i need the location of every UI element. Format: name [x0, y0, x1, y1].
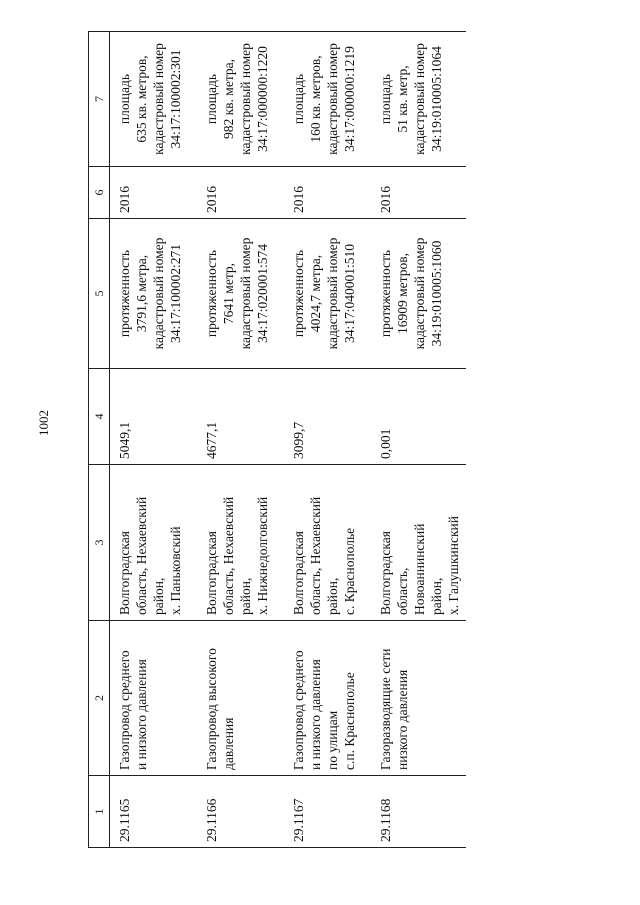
object-name-line: низкого давления — [394, 669, 410, 770]
object-area — [197, 32, 284, 167]
object-length-line: 34:17:040001:510 — [341, 244, 357, 344]
object-address — [197, 465, 284, 621]
object-length-line: кадастровый номер — [411, 237, 427, 350]
table-row — [110, 32, 197, 848]
object-length-line: 7641 метр, — [220, 262, 236, 325]
page-number: 1002 — [36, 410, 51, 436]
object-area-line: кадастровый номер — [411, 43, 427, 155]
col-header-5: 5 — [89, 219, 110, 369]
object-area-line: 34:17:000000:1219 — [341, 46, 357, 152]
object-name — [110, 621, 197, 776]
table-row — [371, 32, 466, 848]
table-row — [284, 32, 371, 848]
row-number: 29.1167 — [284, 776, 371, 848]
object-value: 0,001 — [371, 369, 466, 465]
object-year: 2016 — [284, 167, 371, 219]
object-address-line: район, — [237, 577, 253, 615]
object-length-line: кадастровый номер — [151, 237, 166, 350]
col-header-4: 4 — [89, 369, 110, 465]
object-area-line: кадастровый номер — [151, 43, 166, 155]
property-table — [88, 31, 466, 848]
row-number: 29.1165 — [110, 776, 197, 848]
object-area-line: площадь — [203, 73, 219, 125]
object-address-line: область, Нехаевский — [220, 496, 236, 615]
object-address-line: область, Нехаевский — [307, 496, 323, 615]
table-header-row — [89, 32, 110, 848]
object-name-line: Газопровод среднего — [290, 650, 306, 770]
object-length-line: 4024,7 метра, — [307, 254, 323, 333]
object-area-line: 34:17:000000:1220 — [254, 46, 270, 152]
object-address-line: с. Краснополье — [341, 527, 357, 615]
row-number: 29.1166 — [197, 776, 284, 848]
object-length-line: кадастровый номер — [237, 237, 253, 350]
object-length-line: 16909 метров, — [394, 253, 410, 334]
object-address-line: район, — [324, 577, 340, 615]
object-name — [284, 621, 371, 776]
object-area-line: площадь — [290, 73, 306, 125]
object-area-line: 51 кв. метр, — [394, 65, 410, 133]
object-length-line: 34:19:010005:1060 — [428, 240, 444, 347]
object-value: 3099,7 — [284, 369, 371, 465]
object-address-line: Волгоградская — [377, 531, 393, 615]
object-length-line: протяженность — [377, 249, 393, 338]
object-length-line: 34:17:100002:271 — [168, 244, 183, 344]
object-length — [197, 219, 284, 369]
object-name-line: с.п. Краснополье — [341, 672, 357, 770]
object-address-line: Волгоградская — [203, 531, 219, 615]
object-address — [371, 465, 466, 621]
object-area-line: площадь — [377, 73, 393, 125]
object-year: 2016 — [197, 167, 284, 219]
table-row — [197, 32, 284, 848]
object-name-line: Газоразводящие сети — [377, 648, 393, 770]
object-name — [371, 621, 466, 776]
object-area-line: кадастровый номер — [324, 43, 340, 155]
object-address — [110, 465, 197, 621]
object-address-line: х. Нижнедолговский — [254, 496, 270, 615]
object-name-line: Газопровод высокого — [203, 648, 219, 770]
row-number: 29.1168 — [371, 776, 466, 848]
object-area-line: кадастровый номер — [237, 43, 253, 155]
rotated-page — [88, 32, 476, 848]
object-area-line: 160 кв. метров, — [307, 55, 323, 143]
object-length — [284, 219, 371, 369]
object-address-line: область, — [394, 567, 410, 615]
object-length-line: протяженность — [117, 249, 132, 338]
object-length — [371, 219, 466, 369]
col-header-7: 7 — [89, 32, 110, 167]
object-length-line: 34:17:020001:574 — [254, 244, 270, 344]
object-name-line: по улицам — [324, 710, 340, 770]
object-value: 5049,1 — [110, 369, 197, 465]
object-length-line: протяженность — [203, 249, 219, 338]
object-name-line: давления — [220, 717, 236, 770]
object-value: 4677,1 — [197, 369, 284, 465]
object-address-line: область, Нехаевский — [134, 496, 149, 615]
object-name-line: Газопровод среднего — [117, 650, 132, 770]
object-address-line: район, — [151, 577, 166, 615]
object-address-line: х. Паньковский — [168, 526, 183, 615]
object-year: 2016 — [110, 167, 197, 219]
object-address-line: район, — [428, 577, 444, 615]
object-address-line: х. Галушкинский — [445, 516, 461, 615]
object-area-line: 635 кв. метров, — [134, 55, 149, 143]
object-area-line: 34:17:100002:301 — [168, 49, 183, 149]
object-address-line: Волгоградская — [117, 531, 132, 615]
object-year: 2016 — [371, 167, 466, 219]
col-header-2: 2 — [89, 621, 110, 776]
object-length-line: кадастровый номер — [324, 237, 340, 350]
object-length-line: 3791,6 метра, — [134, 254, 149, 333]
col-header-3: 3 — [89, 465, 110, 621]
object-name-line: и низкого давления — [134, 659, 149, 770]
col-header-6: 6 — [89, 167, 110, 219]
object-address-line: Волгоградская — [290, 531, 306, 615]
object-name — [197, 621, 284, 776]
object-address — [284, 465, 371, 621]
object-length-line: протяженность — [290, 249, 306, 338]
object-area-line: 34:19:010005:1064 — [428, 46, 444, 152]
object-area — [284, 32, 371, 167]
object-area-line: 982 кв. метра, — [220, 58, 236, 140]
object-area — [110, 32, 197, 167]
object-area-line: площадь — [117, 73, 132, 125]
object-name-line: и низкого давления — [307, 659, 323, 770]
object-length — [110, 219, 197, 369]
object-area — [371, 32, 466, 167]
object-address-line: Новоаннинский — [411, 523, 427, 615]
col-header-1: 1 — [89, 776, 110, 848]
